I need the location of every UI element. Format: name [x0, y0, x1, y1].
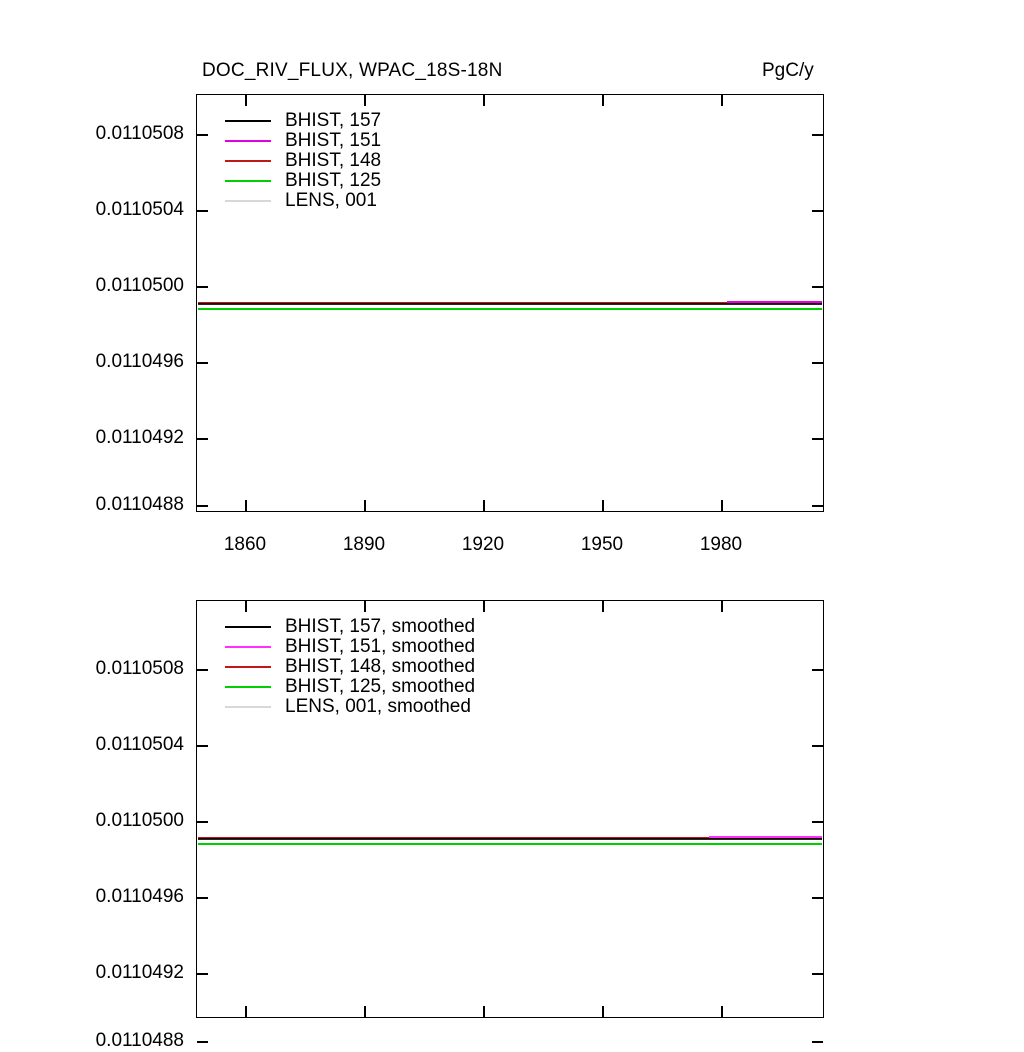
- bottom-xtick-mark-bottom: [245, 1006, 247, 1017]
- legend-swatch-bhist-148: [225, 160, 271, 162]
- bottom-ytick-mark-right: [812, 897, 823, 899]
- legend-swatch-lens-001: [225, 200, 271, 202]
- bottom-ytick-label: 0.0110508: [95, 658, 184, 679]
- bottom-ytick-label: 0.0110500: [95, 810, 184, 831]
- bottom-plot-area: [196, 600, 824, 1018]
- bottom-ytick-mark-right: [812, 1041, 823, 1043]
- bottom-panel: [0, 560, 1024, 1051]
- legend-swatch-bhist-157: [225, 120, 271, 122]
- top-ytick-mark: [197, 505, 208, 507]
- bottom-ytick-mark: [197, 973, 208, 975]
- top-xtick-mark-bottom: [602, 500, 604, 511]
- bottom-xtick-mark-bottom: [721, 1006, 723, 1017]
- legend-label: BHIST, 151, smoothed: [285, 636, 476, 657]
- bottom-ytick-label: 0.0110488: [95, 1030, 184, 1051]
- top-ytick-mark: [197, 134, 208, 136]
- top-xtick-mark-top: [721, 95, 723, 106]
- bottom-ytick-label: 0.0110496: [95, 886, 184, 907]
- top-ytick-mark: [197, 210, 208, 212]
- legend-label: LENS, 001, smoothed: [285, 696, 471, 717]
- series-line-bhist-157-smoothed: [198, 838, 822, 840]
- bottom-ytick-label: 0.0110492: [95, 962, 184, 983]
- bottom-ytick-mark-right: [812, 745, 823, 747]
- legend-label: LENS, 001: [285, 190, 377, 211]
- top-ytick-mark: [197, 362, 208, 364]
- legend-swatch-bhist-148-smoothed: [225, 666, 271, 668]
- legend-swatch-bhist-125: [225, 180, 271, 182]
- top-ytick-mark-right: [812, 438, 823, 440]
- bottom-ytick-mark: [197, 669, 208, 671]
- legend-label: BHIST, 125: [285, 170, 382, 191]
- bottom-ytick-mark-right: [812, 821, 823, 823]
- legend-label: BHIST, 125, smoothed: [285, 676, 476, 697]
- top-xtick-mark-bottom: [245, 500, 247, 511]
- series-line-bhist-125: [198, 308, 822, 310]
- top-xtick-label: 1950: [580, 534, 624, 555]
- top-xtick-mark-bottom: [483, 500, 485, 511]
- top-xtick-label: 1980: [699, 534, 743, 555]
- bottom-xtick-mark-top: [721, 601, 723, 612]
- bottom-ytick-label: 0.0110504: [95, 734, 184, 755]
- top-ytick-label: 0.0110492: [95, 427, 184, 448]
- top-ytick-label: 0.0110508: [95, 123, 184, 144]
- top-xtick-mark-bottom: [721, 500, 723, 511]
- top-ytick-mark: [197, 438, 208, 440]
- top-xtick-mark-top: [483, 95, 485, 106]
- series-line-bhist-125-smoothed: [198, 843, 822, 845]
- legend-label: BHIST, 151: [285, 130, 382, 151]
- legend-label: BHIST, 148: [285, 150, 382, 171]
- top-ytick-mark-right: [812, 286, 823, 288]
- top-xtick-label: 1920: [461, 534, 505, 555]
- top-ytick-label: 0.0110504: [95, 199, 184, 220]
- legend-label: BHIST, 157: [285, 110, 382, 131]
- top-ytick-mark-right: [812, 362, 823, 364]
- bottom-ytick-mark-right: [812, 973, 823, 975]
- bottom-xtick-mark-top: [602, 601, 604, 612]
- legend-label: BHIST, 157, smoothed: [285, 616, 476, 637]
- top-ytick-label: 0.0110488: [95, 494, 184, 515]
- bottom-xtick-mark-top: [364, 601, 366, 612]
- bottom-ytick-mark: [197, 897, 208, 899]
- top-ytick-mark-right: [812, 134, 823, 136]
- top-plot-area: [196, 94, 824, 512]
- top-ytick-label: 0.0110496: [95, 351, 184, 372]
- bottom-xtick-mark-bottom: [483, 1006, 485, 1017]
- legend-swatch-bhist-151: [225, 140, 271, 142]
- top-xtick-label: 1860: [223, 534, 267, 555]
- top-xtick-mark-top: [602, 95, 604, 106]
- top-xtick-mark-top: [364, 95, 366, 106]
- bottom-xtick-mark-top: [245, 601, 247, 612]
- top-ytick-mark-right: [812, 505, 823, 507]
- bottom-ytick-mark: [197, 745, 208, 747]
- top-xtick-mark-bottom: [364, 500, 366, 511]
- bottom-ytick-mark: [197, 821, 208, 823]
- bottom-xtick-mark-bottom: [602, 1006, 604, 1017]
- top-ytick-mark: [197, 286, 208, 288]
- bottom-xtick-mark-top: [483, 601, 485, 612]
- top-ytick-label: 0.0110500: [95, 275, 184, 296]
- bottom-ytick-mark: [197, 1041, 208, 1043]
- top-panel-units: PgC/y: [762, 60, 814, 81]
- top-xtick-label: 1890: [342, 534, 386, 555]
- bottom-xtick-mark-bottom: [364, 1006, 366, 1017]
- legend-swatch-bhist-151-smoothed: [225, 646, 271, 648]
- legend-label: BHIST, 148, smoothed: [285, 656, 476, 677]
- legend-swatch-bhist-157-smoothed: [225, 626, 271, 628]
- legend-swatch-lens-001-smoothed: [225, 706, 271, 708]
- top-ytick-mark-right: [812, 210, 823, 212]
- top-xtick-mark-top: [245, 95, 247, 106]
- top-panel-title: DOC_RIV_FLUX, WPAC_18S-18N: [202, 60, 503, 81]
- series-line-bhist-157: [198, 303, 822, 305]
- legend-swatch-bhist-125-smoothed: [225, 686, 271, 688]
- bottom-ytick-mark-right: [812, 669, 823, 671]
